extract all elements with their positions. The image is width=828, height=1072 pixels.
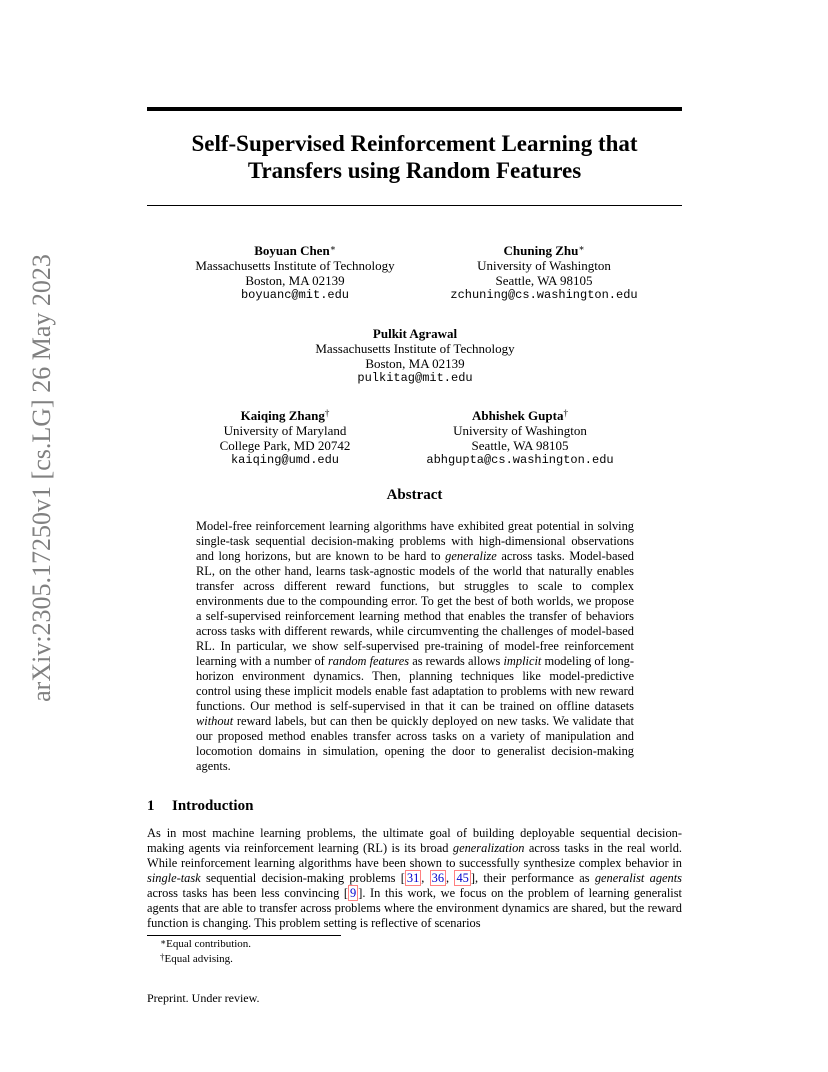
introduction-text [147, 826, 682, 931]
intro-segment: sequential decision-making problems [ [200, 871, 405, 885]
abstract-emphasis: without [196, 714, 234, 728]
author-affiliation: Massachusetts Institute of Technology [195, 258, 395, 273]
author-address: College Park, MD 20742 [219, 438, 351, 453]
intro-segment: ]. In this work, we focus on the problem of learning generalist agents that are able to transfer across problems where the environment dynamics are shared, but the reward function is changing. This problem setting is reflective of scenarios [147, 886, 682, 930]
intro-segment: across tasks has been less convincing [ [147, 886, 349, 900]
intro-segment: , [446, 871, 455, 885]
author-block [185, 408, 385, 468]
footnote-text: Equal contribution. [166, 938, 252, 950]
abstract-segment: reward labels, but can then be quickly deployed on new tasks. We validate that our proposed method enables transfer across tasks on a variety of manipulation and locomotion domains in simulation, opening the door to generalist decision-making agents. [196, 714, 634, 773]
footnote-text: Equal advising. [164, 953, 233, 965]
author-mark: ∗ [578, 243, 585, 253]
author-block [410, 408, 630, 468]
author-name: Boyuan Chen [254, 243, 330, 258]
abstract-heading: Abstract [386, 487, 443, 503]
author-affiliation: Massachusetts Institute of Technology [315, 341, 515, 356]
abstract-text [196, 519, 634, 774]
author-address: Seattle, WA 98105 [495, 273, 593, 288]
abstract-segment: across tasks. Model-based RL, on the other hand, learns task-agnostic models of the world that naturally enables transfer across different reward functions, but struggles to scale to complex environments due to the compounding error. To get the best of both worlds, we propose a self-supervised reinforcement learning method that enables the transfer of behaviors across tasks with different rewards, while circumventing the challenges of model-based RL. In particular, we show self-supervised pre-training of model-free reinforcement learning with a number of [196, 549, 635, 668]
author-affiliation: University of Washington [453, 423, 587, 438]
footnote-rule [147, 935, 341, 936]
intro-emphasis: generalist agents [594, 871, 682, 885]
abstract-emphasis: implicit [503, 654, 542, 668]
intro-segment: As in most machine learning problems, the ultimate goal of building deployable sequential decision-making agents via reinforcement learning (RL) is its broad [147, 826, 682, 855]
author-email: kaiqing@umd.edu [230, 453, 340, 467]
abstract-emphasis: generalize [445, 549, 497, 563]
section-number: 1 [147, 798, 155, 814]
footnote-mark: ∗ [160, 937, 167, 947]
title-line-1: Self-Supervised Reinforcement Learning that [191, 131, 638, 156]
preprint-notice: Preprint. Under review. [147, 991, 260, 1005]
citation-link[interactable]: 36 [431, 871, 445, 885]
footnote [160, 953, 233, 966]
author-name: Kaiqing Zhang [240, 408, 325, 423]
footnote [160, 938, 251, 951]
intro-segment: ], their performance as [470, 871, 595, 885]
author-mark: † [563, 408, 568, 418]
author-address: Boston, MA 02139 [245, 273, 345, 288]
author-affiliation: University of Washington [477, 258, 611, 273]
abstract-segment: Model-free reinforcement learning algorithms have exhibited great potential in solving single-task sequential decision-making problems with high-dimensional observations and long horizons, but are known to be hard to [196, 519, 634, 563]
author-email: zchuning@cs.washington.edu [450, 288, 638, 302]
abstract-segment: as rewards allows [409, 654, 504, 668]
author-affiliation: University of Maryland [223, 423, 347, 438]
section-heading [147, 798, 253, 815]
author-name: Abhishek Gupta [472, 408, 564, 423]
intro-emphasis: generalization [452, 841, 525, 855]
author-email: abhgupta@cs.washington.edu [426, 453, 614, 467]
footnote-mark: † [160, 952, 165, 962]
author-name: Chuning Zhu [503, 243, 579, 258]
intro-segment: , [421, 871, 430, 885]
author-address: Seattle, WA 98105 [471, 438, 569, 453]
abstract-segment: modeling of long-horizon environment dynamics. Then, planning techniques like model-predictive control using these implicit models enable fast adaptation to problems with new reward functions. Our method is self-supervised in that it can be trained on offline datasets [196, 654, 635, 713]
author-email: pulkitag@mit.edu [357, 371, 473, 385]
title-bottom-rule [147, 205, 682, 206]
citation-link[interactable]: 31 [406, 871, 420, 885]
author-mark: † [324, 408, 330, 418]
author-block [170, 243, 420, 303]
author-block [290, 326, 540, 386]
author-name: Pulkit Agrawal [372, 326, 458, 341]
section-title-text: Introduction [172, 798, 254, 814]
author-mark: ∗ [329, 243, 336, 253]
arxiv-identifier: arXiv:2305.17250v1 [cs.LG] 26 May 2023 [27, 254, 56, 702]
title-top-rule [147, 107, 682, 111]
intro-segment: across tasks in the real world. While reinforcement learning algorithms have been shown to successfully synthesize complex behavior in [147, 841, 682, 870]
title-line-2: Transfers using Random Features [247, 158, 582, 183]
author-email: boyuanc@mit.edu [240, 288, 350, 302]
paper-title [147, 130, 682, 184]
abstract-emphasis: random features [327, 654, 410, 668]
author-address: Boston, MA 02139 [365, 356, 465, 371]
citation-link[interactable]: 45 [456, 871, 469, 885]
citation-link[interactable]: 9 [350, 886, 357, 900]
author-block [429, 243, 659, 303]
intro-emphasis: single-task [147, 871, 201, 885]
